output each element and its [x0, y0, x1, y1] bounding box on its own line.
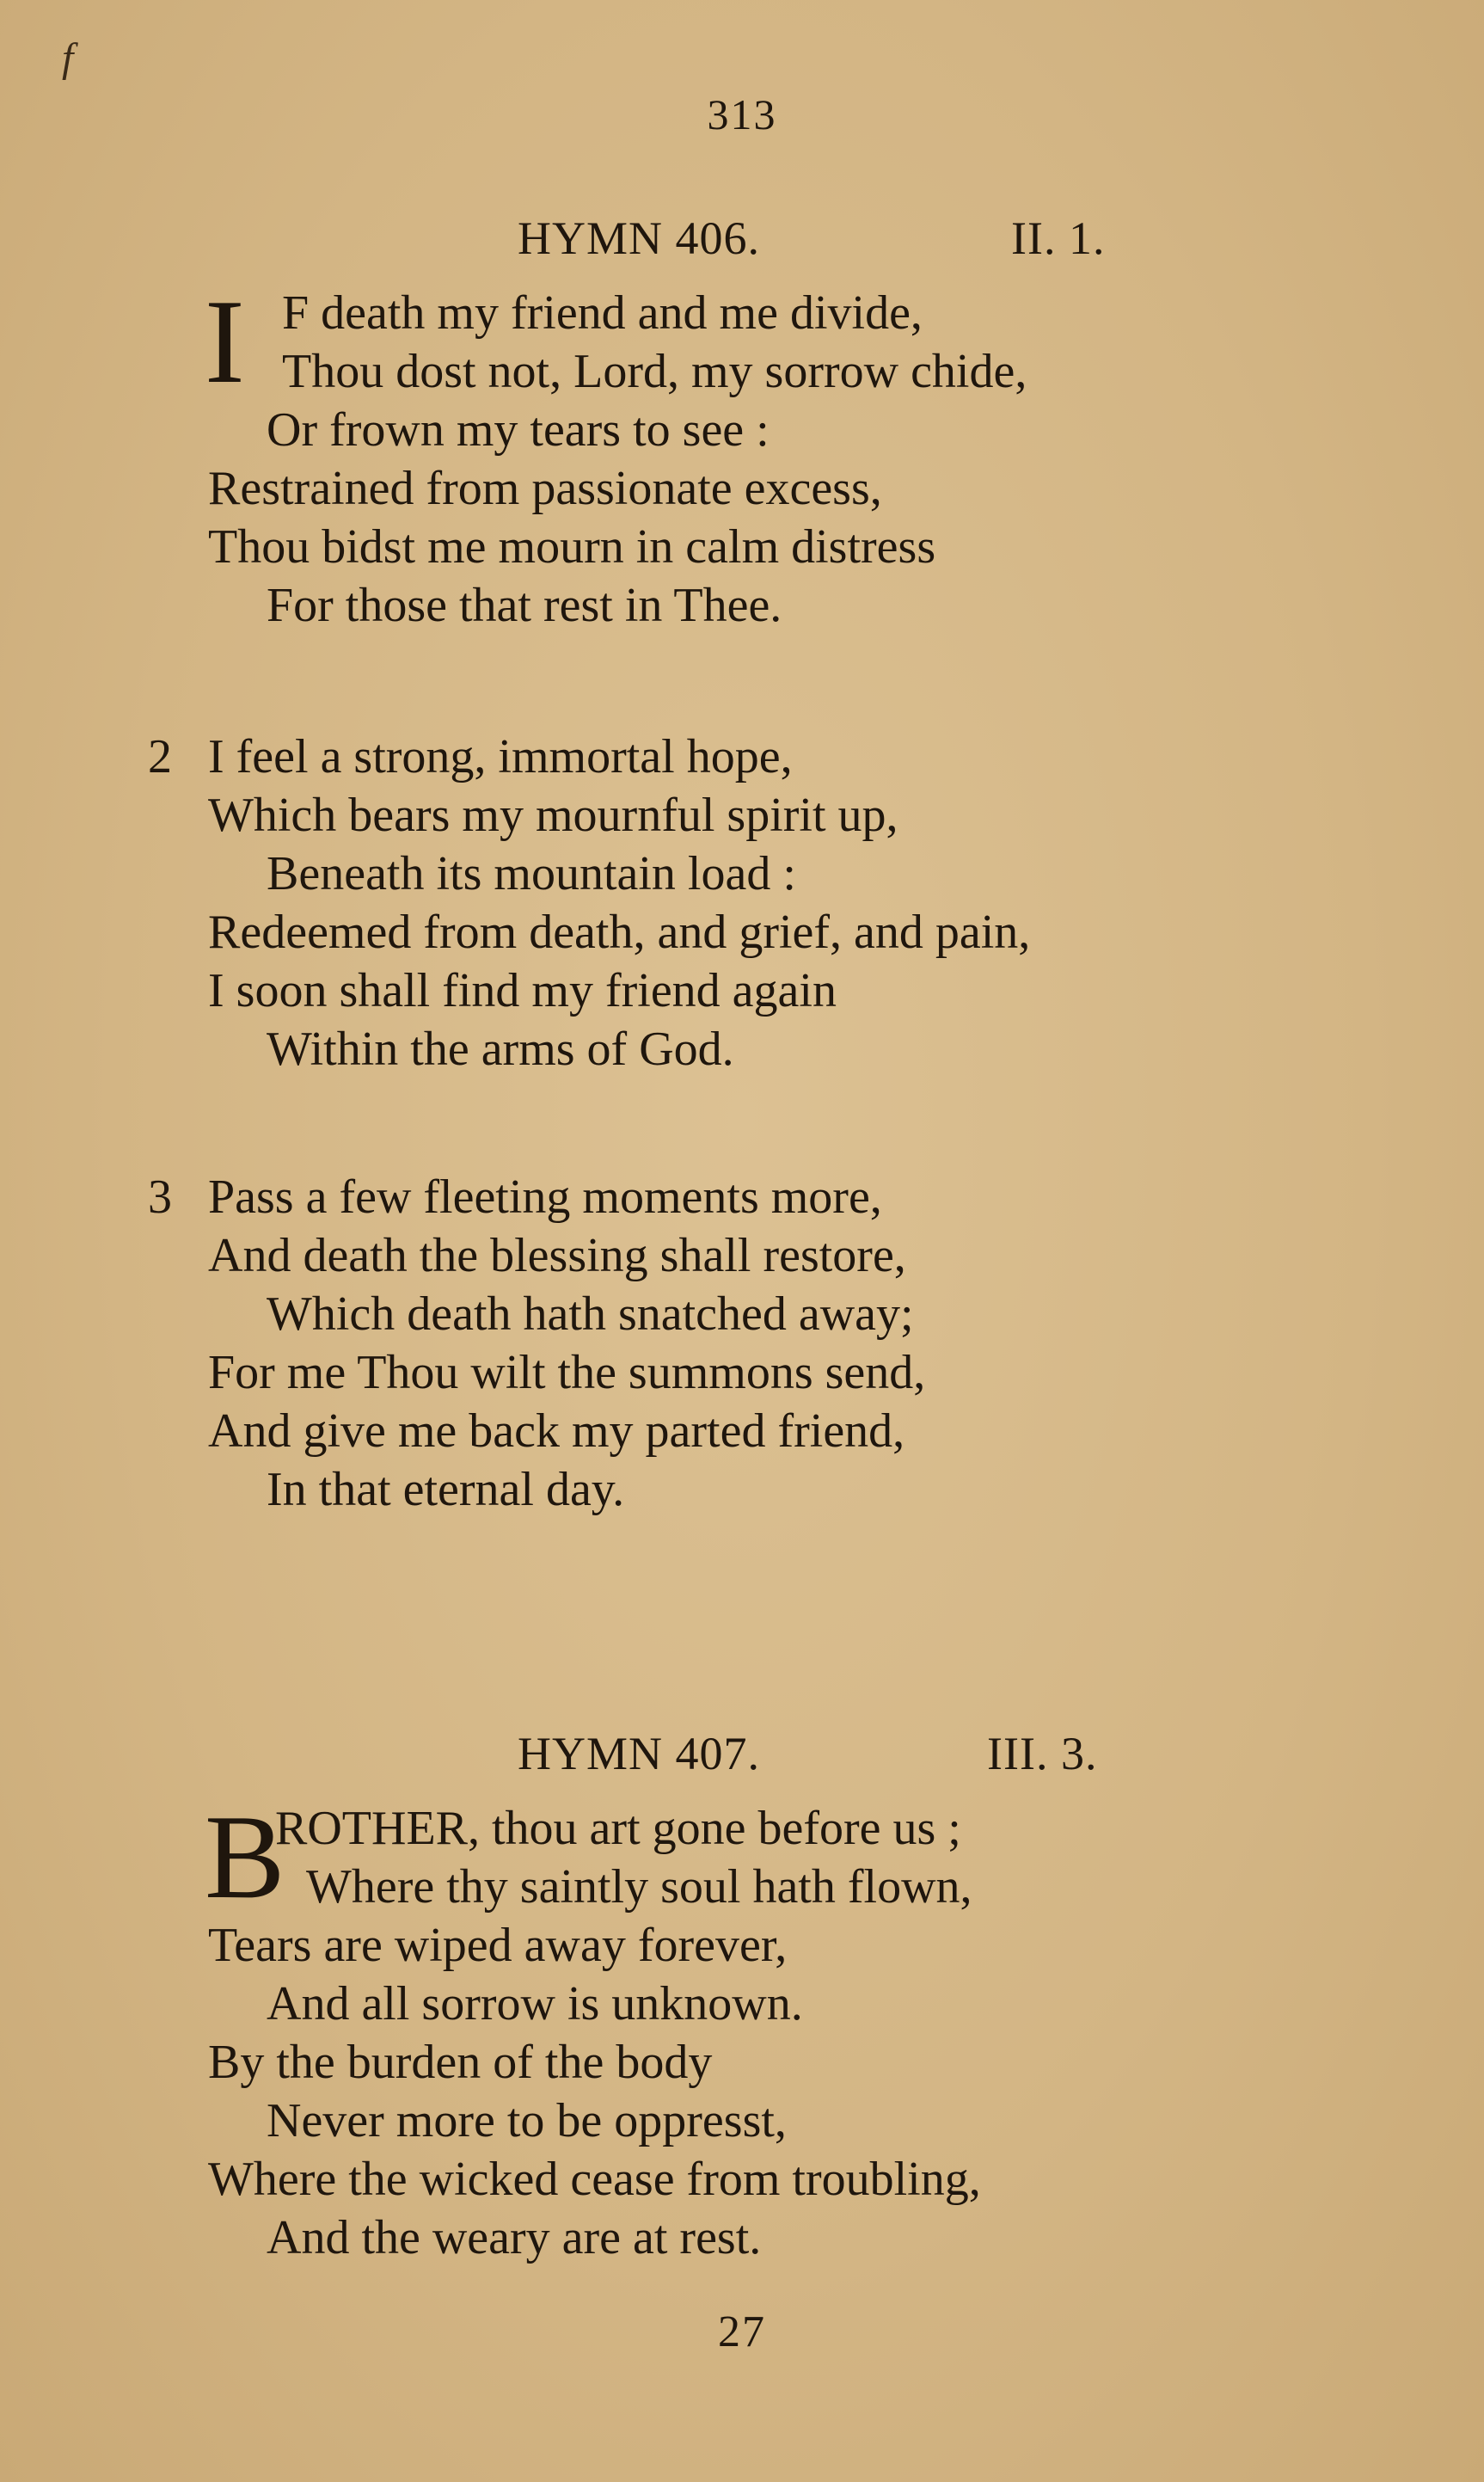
hymn-line: For me Thou wilt the summons send,: [208, 1346, 926, 1399]
hymn-line: Redeemed from death, and grief, and pain,: [208, 906, 1031, 959]
verse-number: 2: [148, 730, 172, 783]
hymn-line: Restrained from passionate excess,: [208, 462, 882, 515]
hymn-line: I feel a strong, immortal hope,: [208, 730, 793, 783]
hymn-line: Or frown my tears to see :: [267, 403, 770, 457]
hymn-line: Pass a few fleeting moments more,: [208, 1170, 882, 1224]
hymn-line: Which bears my mournful spirit up,: [208, 789, 898, 842]
verse-number: 3: [148, 1170, 172, 1224]
hymn-number: HYMN 407.: [518, 1728, 761, 1779]
hymn-line: F death my friend and me divide,: [282, 286, 923, 340]
hymn-line: Tears are wiped away forever,: [208, 1919, 788, 1972]
hymn-line: And all sorrow is unknown.: [267, 1977, 803, 2030]
hymn-line: Which death hath snatched away;: [267, 1287, 914, 1341]
hymn-line: And the weary are at rest.: [267, 2211, 762, 2264]
hymn-line: And give me back my parted friend,: [208, 1404, 905, 1458]
drop-cap: B: [205, 1791, 285, 1924]
hymn-line: In that eternal day.: [267, 1463, 625, 1516]
corner-mark: f: [62, 35, 74, 81]
hymn-number: HYMN 406.: [518, 212, 761, 264]
hymn-line: Where thy saintly soul hath flown,: [306, 1860, 972, 1914]
hymn-line: Where the wicked cease from troubling,: [208, 2153, 981, 2206]
hymn-line: Thou dost not, Lord, my sorrow chide,: [282, 345, 1027, 398]
hymn-meter: III. 3.: [987, 1728, 1098, 1779]
hymn-line: Thou bidst me mourn in calm distress: [208, 520, 936, 574]
hymn-line: ROTHER, thou art gone before us ;: [275, 1802, 961, 1855]
hymn-line: Beneath its mountain load :: [267, 847, 796, 900]
hymn-line: For those that rest in Thee.: [267, 579, 782, 632]
page-number: 313: [707, 90, 777, 138]
hymn-meter: II. 1.: [1011, 212, 1106, 264]
hymn-line: Never more to be oppresst,: [267, 2094, 787, 2147]
hymn-line: By the burden of the body: [208, 2036, 713, 2089]
drop-cap: I: [205, 275, 245, 409]
hymn-line: And death the blessing shall restore,: [208, 1229, 906, 1282]
hymn-line: Within the arms of God.: [267, 1023, 734, 1076]
hymn-line: I soon shall find my friend again: [208, 964, 837, 1017]
signature-mark: 27: [718, 2307, 766, 2356]
